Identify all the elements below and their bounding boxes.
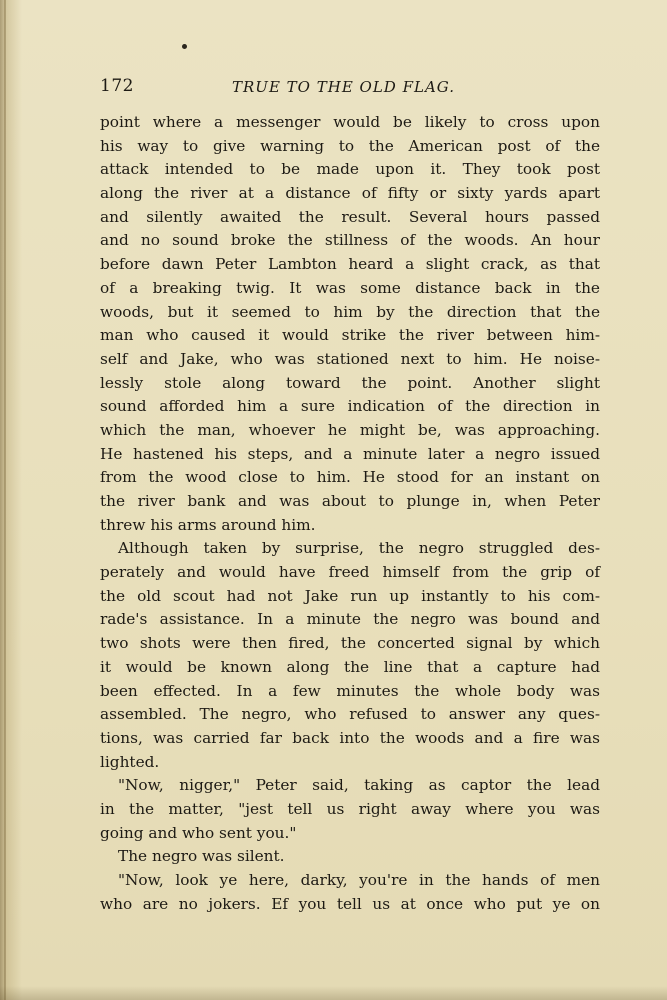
text-line: lighted. — [100, 752, 160, 771]
text-line: self and Jake, who was stationed next to him. He noise- — [100, 349, 600, 368]
page-number: 172 — [100, 76, 134, 96]
text-line: Although taken by surprise, the negro struggled des- — [118, 539, 600, 558]
running-title: TRUE TO THE OLD FLAG. — [232, 78, 456, 96]
text-line: his way to give warning to the American post of the — [100, 136, 600, 155]
text-line: tions, was carried far back into the woods and a fire was — [100, 728, 600, 747]
text-line: the old scout had not Jake run up instantly to his com- — [100, 586, 600, 605]
text-line: point where a messenger would be likely to cross upon — [100, 113, 600, 131]
text-line: assembled. The negro, who refused to answer any ques- — [100, 705, 600, 724]
text-line: perately and would have freed himself from the grip of — [100, 563, 600, 582]
text-line: two shots were then fired, the concerted signal by which — [100, 634, 600, 653]
text-line: and silently awaited the result. Several hours passed — [100, 207, 600, 226]
text-line: "Now, nigger," Peter said, taking as captor the lead — [118, 776, 600, 795]
text-line: threw his arms around him. — [100, 515, 316, 534]
text-line: and no sound broke the stillness of the woods. An hour — [100, 231, 600, 250]
text-line: from the wood close to him. He stood for an instant on — [100, 468, 600, 487]
page-bottom-shadow — [0, 986, 667, 1000]
text-line: sound afforded him a sure indication of the direction in — [100, 397, 600, 416]
text-line: He hastened his steps, and a minute later a negro issued — [100, 444, 600, 463]
text-line: The negro was silent. — [118, 847, 285, 866]
text-line: man who caused it would strike the river between him- — [100, 326, 600, 345]
binding-gutter — [4, 0, 6, 1000]
page-header — [100, 76, 600, 102]
text-line: the river bank and was about to plunge in, when Peter — [100, 492, 600, 510]
text-line: been effected. In a few minutes the whole body was — [100, 681, 600, 700]
text-line: which the man, whoever he might be, was approaching. — [100, 420, 600, 439]
text-line: along the river at a distance of fifty or sixty yards apart — [100, 184, 600, 203]
body-text — [100, 111, 600, 916]
text-line: woods, but it seemed to him by the direction that the — [100, 302, 600, 321]
ink-dot — [182, 44, 187, 49]
text-line: before dawn Peter Lambton heard a slight crack, as that — [100, 255, 600, 274]
text-line: going and who sent you." — [100, 823, 297, 842]
text-line: lessly stole along toward the point. Another slight — [100, 373, 600, 392]
text-line: in the matter, "jest tell us right away where you was — [100, 799, 600, 818]
text-line: who are no jokers. Ef you tell us at once who put ye on — [100, 894, 600, 913]
text-line: attack intended to be made upon it. They took post — [100, 160, 600, 179]
text-line: rade's assistance. In a minute the negro was bound and — [100, 610, 600, 629]
text-line: "Now, look ye here, darky, you're in the hands of men — [118, 871, 600, 889]
text-line: of a breaking twig. It was some distance back in the — [100, 278, 600, 297]
text-line: it would be known along the line that a capture had — [100, 657, 600, 676]
